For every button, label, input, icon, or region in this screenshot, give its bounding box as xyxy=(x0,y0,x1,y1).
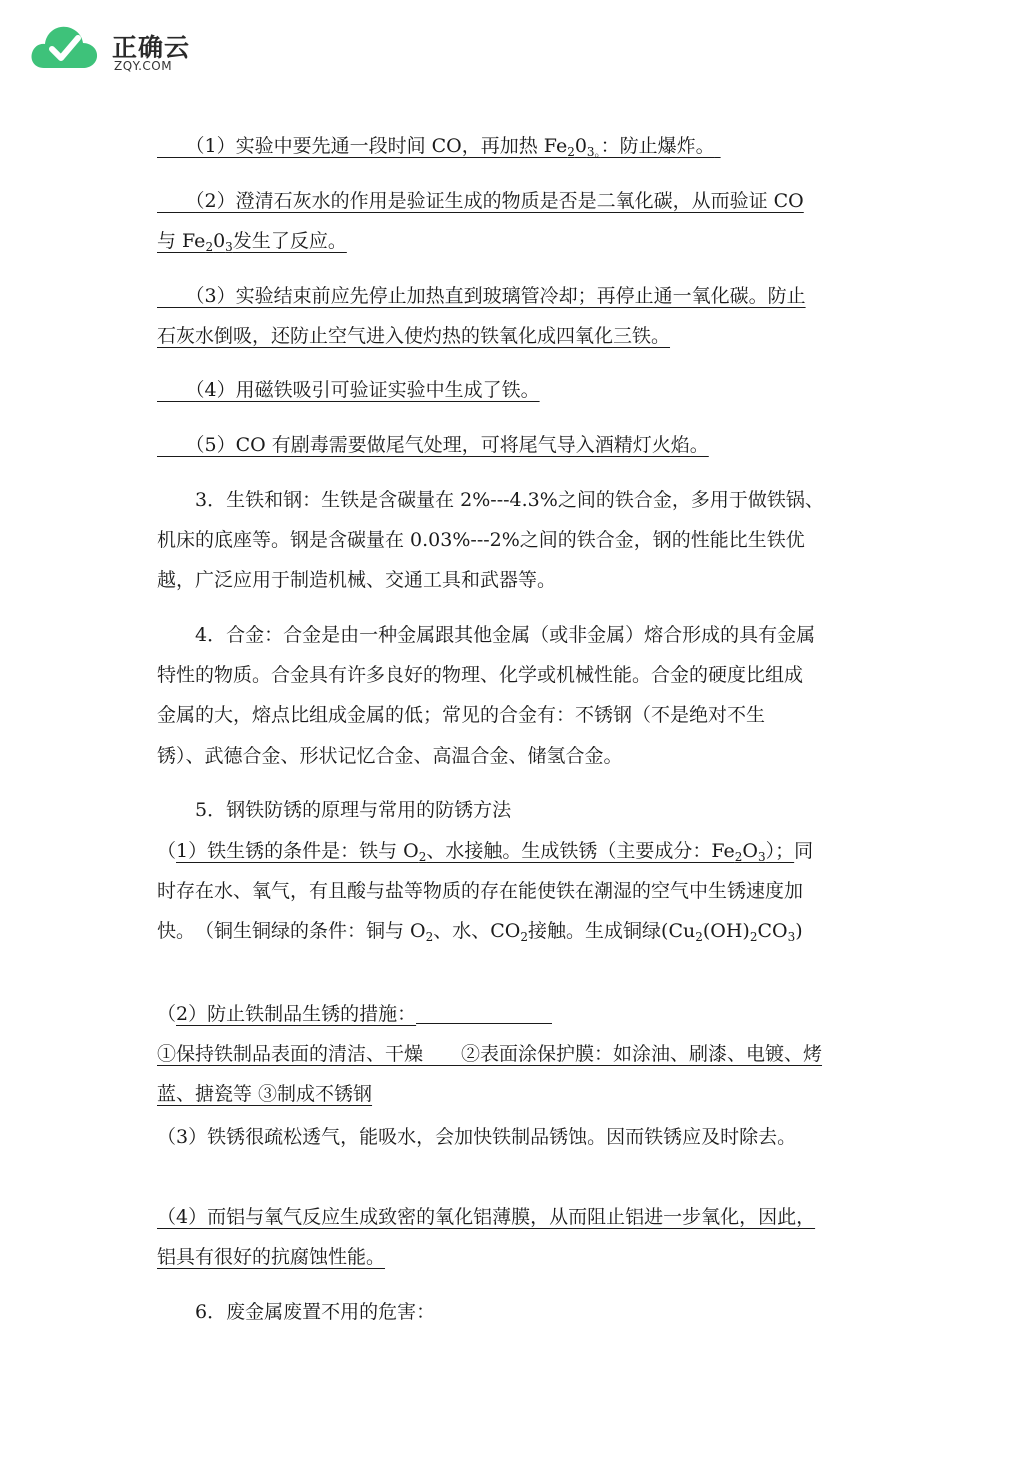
section-4-line-1: 4．合金：合金是由一种金属跟其他金属（或非金属）熔合形成的具有金属 xyxy=(195,624,816,646)
brand-logo xyxy=(30,18,191,78)
logo-name-en: ZQY.COM xyxy=(114,59,173,73)
fill-in-blank xyxy=(416,1004,552,1024)
section-4-line-3: 金属的大，熔点比组成金属的低；常见的合金有：不锈钢（不是绝对不生 xyxy=(157,704,766,726)
section-5-aluminum-line-1: （4）而铝与氧气反应生成致密的氧化铝薄膜，从而阻止铝进一步氧化，因此， xyxy=(157,1206,816,1228)
item-3-line-2: 石灰水倒吸，还防止空气进入使灼热的铁氧化成四氧化三铁。 xyxy=(157,325,671,347)
item-2-line-2: 与 $Fe_20_3$发生了反应。 xyxy=(157,230,347,253)
section-3-line-3: 越，广泛应用于制造机械、交通工具和武器等。 xyxy=(157,569,557,591)
item-3-line-1: （3）实验结束前应先停止加热直到玻璃管冷却；再停止通一氧化碳。防止 xyxy=(195,285,806,307)
section-5-rust-line-1: （1）铁生锈的条件是：铁与 $O_2$、水接触。生成铁锈（主要成分：$Fe_2O_3$）；同 xyxy=(157,840,814,863)
section-5-title: 5．钢铁防锈的原理与常用的防锈方法 xyxy=(195,799,512,821)
section-5-rust-line-3: 快。 （铜生铜绿的条件：铜与 $O_2$、水、$CO_2$接触。生成铜绿$(Cu_2(OH)_2CO_3)$ xyxy=(157,920,803,943)
item-1-text: （1）实验中要先通一段时间 CO，再加热 $Fe_20_{3。}$：防止爆炸。 xyxy=(195,135,715,158)
section-5-rust-line-2: 时存在水、氧气，有且酸与盐等物质的存在能使铁在潮湿的空气中生锈速度加 xyxy=(157,880,804,902)
section-3-line-2: 机床的底座等。钢是含碳量在 0.03%---2%之间的铁合金，钢的性能比生铁优 xyxy=(157,529,805,551)
item-1-line xyxy=(157,134,879,158)
section-5-prevent-line-2: 蓝、搪瓷等 ③制成不锈钢 xyxy=(157,1083,373,1105)
section-4-line-4: 锈）、武德合金、形状记忆合金、高温合金、储氢合金。 xyxy=(157,745,623,767)
section-6-title: 6．废金属废置不用的危害： xyxy=(195,1301,436,1323)
section-4-line-2: 特性的物质。合金具有许多良好的物理、化学或机械性能。合金的硬度比组成 xyxy=(157,664,804,686)
section-5-aluminum-line-2: 铝具有很好的抗腐蚀性能。 xyxy=(157,1246,386,1268)
section-5-prevent-title: （2）防止铁制品生锈的措施： xyxy=(157,1002,879,1026)
item-2-line-1: （2）澄清石灰水的作用是验证生成的物质是否是二氧化碳，从而验证 CO xyxy=(195,190,804,212)
section-5-rust-removal: （3）铁锈很疏松透气，能吸水，会加快铁制品锈蚀。因而铁锈应及时除去。 xyxy=(157,1126,797,1148)
section-3-line-1: 3．生铁和钢：生铁是含碳量在 2%---4.3%之间的铁合金，多用于做铁锅、 xyxy=(195,489,824,511)
cloud-check-logo-icon xyxy=(30,22,100,72)
section-5-prevent-line-1: ①保持铁制品表面的清洁、干燥 ②表面涂保护膜：如涂油、刷漆、电镀、烤 xyxy=(157,1043,823,1065)
item-5-line: （5）CO 有剧毒需要做尾气处理，可将尾气导入酒精灯火焰。 xyxy=(195,434,709,456)
item-4-line: （4）用磁铁吸引可验证实验中生成了铁。 xyxy=(195,379,540,401)
logo-name-cn: 正确云 xyxy=(112,33,191,62)
